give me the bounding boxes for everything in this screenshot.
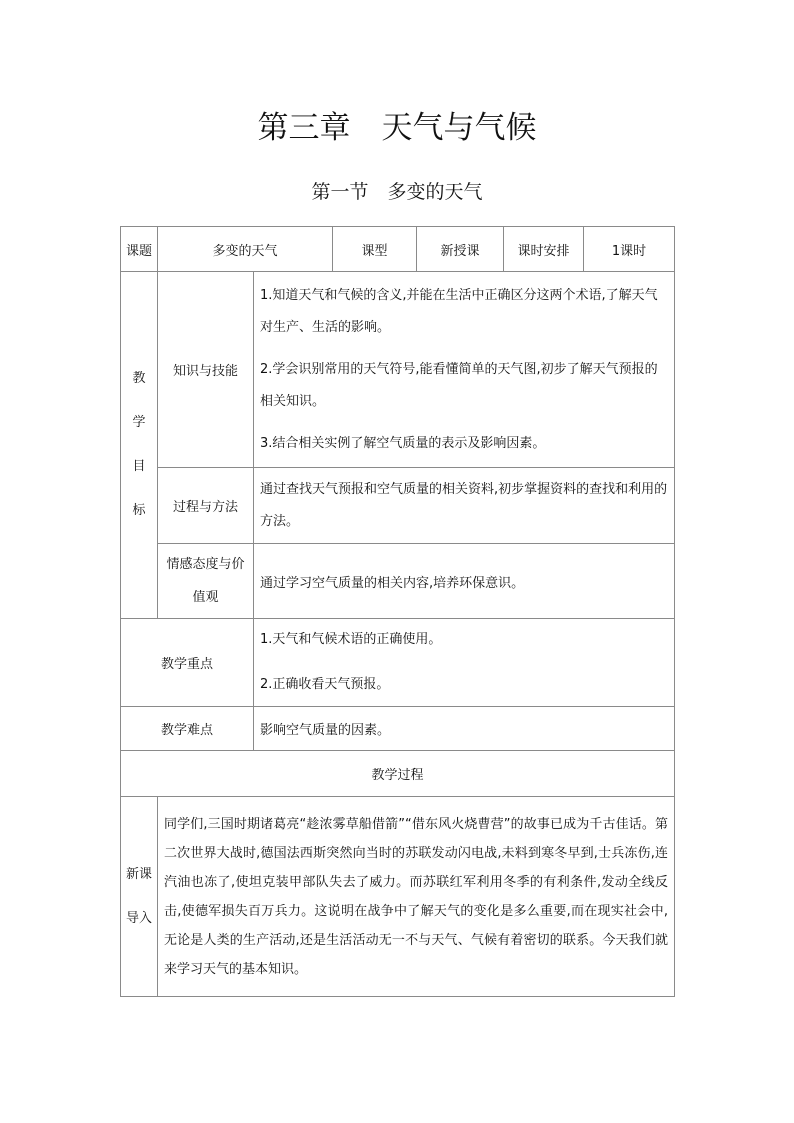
difficult-points-label: 教学难点	[121, 707, 254, 751]
attitude-label-line: 情感态度与价	[166, 557, 245, 572]
objectives-label-char: 学	[132, 415, 146, 430]
hours-label: 课时安排	[504, 227, 584, 272]
objectives-label-char: 目	[132, 459, 146, 474]
knowledge-item: 1.知道天气和气候的含义,并能在生活中正确区分这两个术语,了解天气对生产、生活的影响。	[260, 287, 658, 335]
attitude-label-line: 值观	[192, 590, 219, 605]
key-points-content	[254, 619, 675, 707]
objectives-label-char: 教	[132, 371, 146, 386]
type-label: 课型	[333, 227, 417, 272]
knowledge-item: 2.学会识别常用的天气符号,能看懂简单的天气图,初步了解天气预报的相关知识。	[260, 361, 658, 409]
knowledge-label: 知识与技能	[158, 272, 254, 468]
intro-content: 同学们,三国时期诸葛亮“趁浓雾草船借箭”“借东风火烧曹营”的故事已成为千古佳话。第二次世界大战时,德国法西斯突然向当时的苏联发动闪电战,未料到寒冬早到,士兵冻伤,连汽油也冻了,使坦克装甲部队失去了威力。而苏联红军利用冬季的有利条件,发动全线反击,使德军损失百万兵力。这说明在战争中了解天气的变化是多么重要,而在现实社会中,无论是人类的生产活动,还是生活活动无一不与天气、气候有着密切的联系。今天我们就来学习天气的基本知识。	[158, 797, 675, 997]
knowledge-content	[254, 272, 675, 468]
process-content: 通过查找天气预报和空气质量的相关资料,初步掌握资料的查找和利用的方法。	[254, 468, 675, 544]
topic-label: 课题	[121, 227, 158, 272]
process-header-row	[121, 751, 675, 797]
attitude-row	[121, 544, 675, 619]
lesson-plan-table	[120, 226, 675, 997]
hours-value: 1课时	[584, 227, 675, 272]
objectives-label-char: 标	[132, 503, 146, 518]
difficult-points-content: 影响空气质量的因素。	[254, 707, 675, 751]
attitude-content: 通过学习空气质量的相关内容,培养环保意识。	[254, 544, 675, 619]
objectives-label	[121, 272, 158, 619]
header-row	[121, 227, 675, 272]
difficult-points-row	[121, 707, 675, 751]
knowledge-item: 3.结合相关实例了解空气质量的表示及影响因素。	[260, 435, 546, 451]
intro-label-line: 导入	[125, 910, 152, 926]
attitude-label	[158, 544, 254, 619]
topic-value: 多变的天气	[158, 227, 333, 272]
intro-row	[121, 797, 675, 997]
type-value: 新授课	[417, 227, 504, 272]
section-title: 第一节 多变的天气	[311, 181, 483, 203]
chapter-title: 第三章 天气与气候	[257, 110, 537, 146]
process-label: 过程与方法	[158, 468, 254, 544]
key-points-row	[121, 619, 675, 707]
knowledge-row	[121, 272, 675, 468]
process-row	[121, 468, 675, 544]
key-point-item: 2.正确收看天气预报。	[260, 677, 390, 692]
intro-label	[121, 797, 158, 997]
key-points-label: 教学重点	[121, 619, 254, 707]
process-header: 教学过程	[121, 751, 675, 797]
key-point-item: 1.天气和气候术语的正确使用。	[260, 632, 442, 647]
intro-label-line: 新课	[125, 866, 152, 882]
